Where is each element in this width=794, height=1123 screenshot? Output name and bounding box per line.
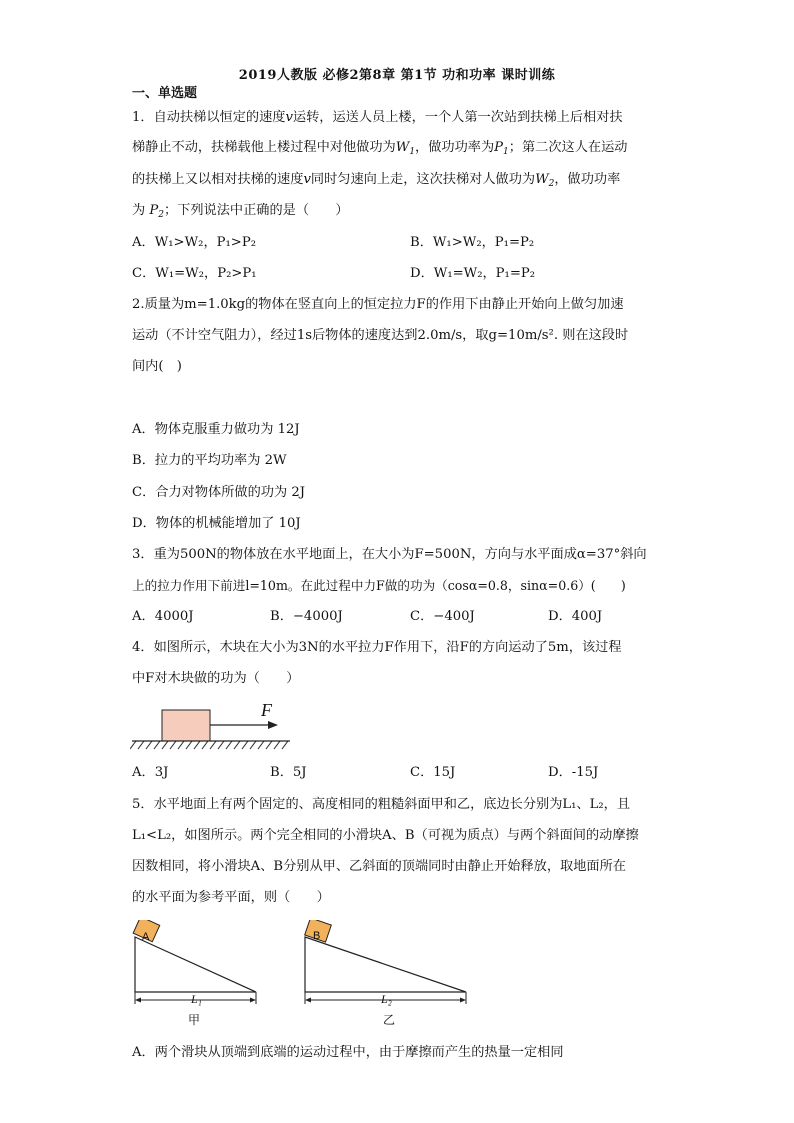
q3-line-1: 3．重为500N的物体放在水平地面上，在大小为F=500N，方向与水平面成α=37°斜向 [132, 547, 647, 562]
q3-option-b: B．−4000J [270, 609, 343, 624]
wooden-block [162, 710, 210, 741]
q1-line-2: 梯静止不动，扶梯载他上楼过程中对他做功为$W_1$，做功功率为$P_1$；第二次这人在运动 [132, 140, 628, 157]
q2-line-2: 运动（不计空气阻力），经过1s后物体的速度达到2.0m/s，取g=10m/s². 则在这段时 [132, 328, 629, 343]
incline-yi-figure [300, 920, 475, 1032]
q2-option-b: B．拉力的平均功率为 2W [132, 453, 287, 468]
ground-hatching [130, 741, 288, 749]
q1-text: ，做功功率 [554, 172, 621, 187]
q5-line-2: L₁<L₂，如图所示。两个完全相同的小滑块A、B（可视为质点）与两个斜面间的动摩擦 [132, 828, 639, 843]
q1-line-4: 为 $P_2$；下列说法中正确的是（ ） [132, 203, 349, 220]
q4-line-2: 中F对木块做的功为（ ） [132, 671, 300, 686]
q1-text: ；第二次这人在运动 [508, 140, 628, 155]
q1-option-a: A．W₁>W₂，P₁>P₂ [132, 235, 256, 250]
q2-line-3: 间内( ) [132, 359, 182, 374]
block-b-label: B [313, 930, 321, 942]
q5-line-4: 的水平面为参考平面，则（ ） [132, 890, 330, 905]
q4-option-c: C．15J [410, 765, 456, 780]
q2-option-d: D．物体的机械能增加了 10J [132, 516, 301, 531]
incline-name-yi: 乙 [383, 1013, 396, 1027]
q4-option-a: A．3J [132, 765, 169, 780]
q4-option-b: B．5J [270, 765, 307, 780]
section-heading: 一、单选题 [132, 86, 198, 101]
q3-line-2: 上的拉力作用下前进l=10m。在此过程中力F做的功为（cosα=0.8，sinα=0.6）( ) [132, 578, 626, 593]
block-a-label: A [142, 931, 150, 943]
q1-text: 运转，运送人员上楼，一个人第一次站到扶梯上后相对扶 [292, 110, 623, 125]
q1-text: 1．自动扶梯以恒定的速度 [132, 110, 286, 125]
q1-line-1: 1．自动扶梯以恒定的速度v运转，运送人员上楼，一个人第一次站到扶梯上后相对扶 [132, 110, 623, 125]
q5-line-1: 5．水平地面上有两个固定的、高度相同的粗糙斜面甲和乙，底边长分别为L₁、L₂，且 [132, 797, 631, 812]
q1-text: 的扶梯上又以相对扶梯的速度 [132, 172, 304, 187]
q5-line-3: 因数相同，将小滑块A、B分别从甲、乙斜面的顶端同时由静止开始释放，取地面所在 [132, 859, 626, 874]
force-label: F [261, 700, 272, 720]
q1-option-d: D．W₁=W₂，P₁=P₂ [410, 266, 536, 281]
q3-option-c: C．−400J [410, 609, 475, 624]
q1-line-3: 的扶梯上又以相对扶梯的速度v同时匀速向上走，这次扶梯对人做功为$W_2$，做功功率 [132, 172, 621, 189]
q5-option-a: A．两个滑块从顶端到底端的运动过程中，由于摩擦而产生的热量一定相同 [132, 1045, 564, 1060]
q1-option-c: C．W₁=W₂，P₂>P₁ [132, 266, 257, 281]
q2-line-1: 2.质量为m=1.0kg的物体在竖直向上的恒定拉力F的作用下由静止开始向上做匀加速 [132, 297, 624, 312]
incline-jia-figure [128, 920, 268, 1032]
q1-text: 为 [132, 203, 146, 218]
q2-option-a: A．物体克服重力做功为 12J [132, 422, 300, 437]
q1-text: 同时匀速向上走，这次扶梯对人做功为 [310, 172, 536, 187]
block-force-figure [130, 696, 300, 752]
q3-option-a: A．4000J [132, 609, 194, 624]
q1-text: ；下列说法中正确的是（ ） [164, 203, 349, 218]
incline-yi [305, 937, 466, 992]
length-label-l1: L₁ [191, 992, 202, 1006]
q1-text: 梯静止不动，扶梯载他上楼过程中对他做功为 [132, 140, 396, 155]
q4-line-1: 4．如图所示，木块在大小为3N的水平拉力F作用下，沿F的方向运动了5m，该过程 [132, 640, 622, 655]
force-arrow-head [268, 721, 278, 729]
q3-option-d: D．400J [548, 609, 603, 624]
incline-jia [135, 937, 256, 992]
length-label-l2: L₂ [381, 992, 392, 1006]
q4-option-d: D．-15J [548, 765, 599, 780]
incline-name-jia: 甲 [188, 1013, 201, 1027]
q2-option-c: C．合力对物体所做的功为 2J [132, 485, 306, 500]
q1-option-b: B．W₁>W₂，P₁=P₂ [410, 235, 535, 250]
q1-text: ，做功功率为 [415, 140, 495, 155]
page-title: 2019人教版 必修2第8章 第1节 功和功率 课时训练 [238, 68, 556, 83]
